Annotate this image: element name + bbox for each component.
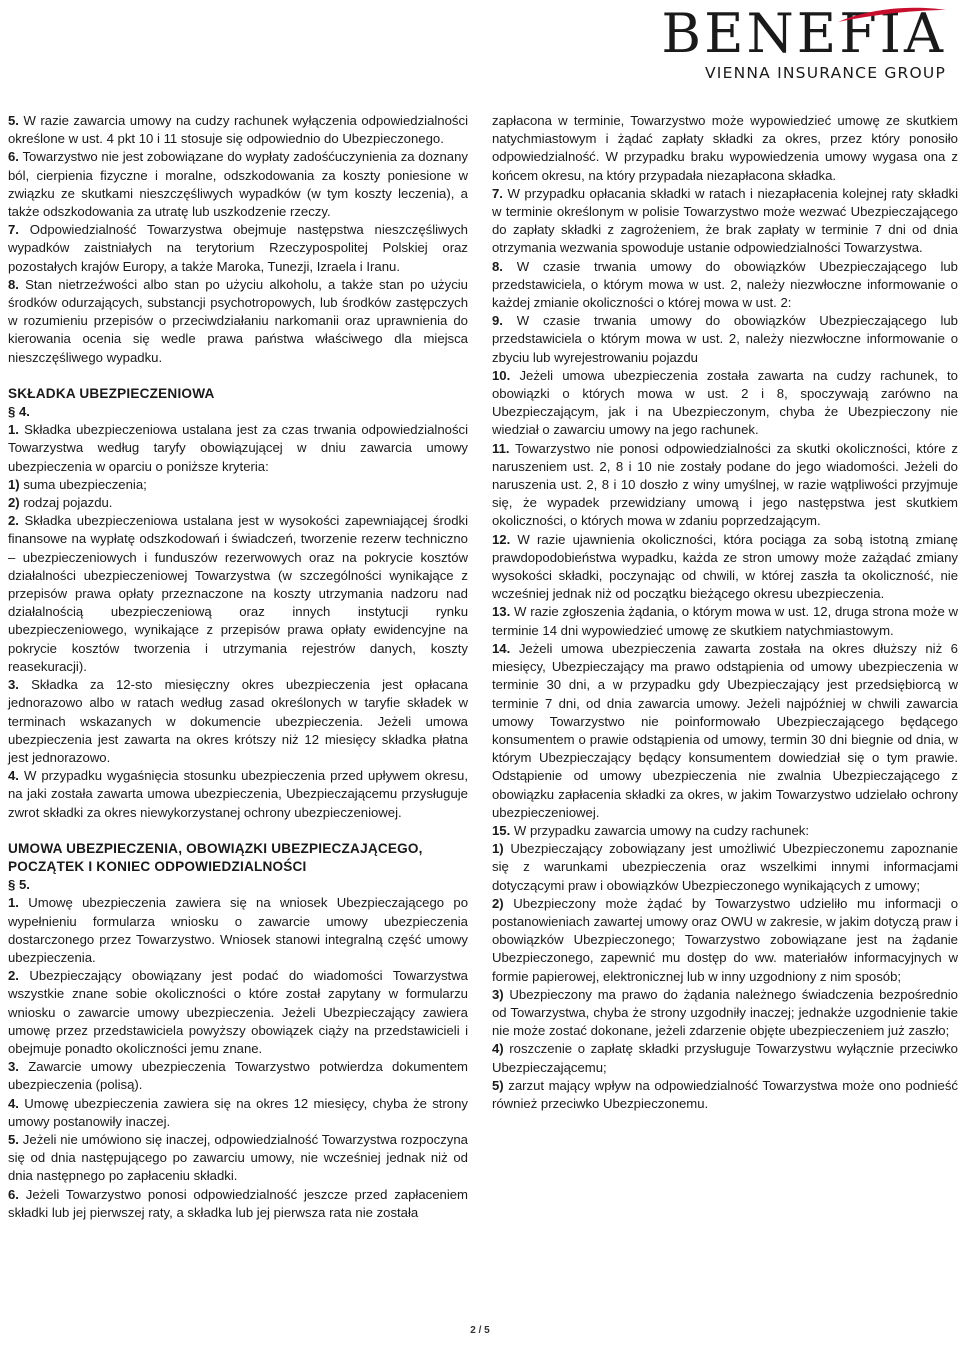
section-heading: SKŁADKA UBEZPIECZENIOWA [8, 385, 215, 401]
list-item: 2) rodzaj pojazdu. [8, 495, 113, 511]
list-item: 1) suma ubezpieczenia; [8, 476, 147, 492]
paragraph: 12. W razie ujawnienia okoliczności, która pociąga za sobą istotną zmianę prawdopodobieństwa wypadku, każda ze stron umowy może zażądać zmiany wysokości składki, poczynając od chwili, w której zaszła ta okoliczność, nie wcześniej jednak niż od początku bieżącego okresu ubezpieczenia. [492, 531, 958, 602]
paragraph: 7. Odpowiedzialność Towarzystwa obejmuje następstwa nieszczęśliwych wypadków zaistniałych na terytorium Rzeczypospolitej Polskiej oraz pozostałych krajów Europy, a także Maroka, Tunezji, Izraela i Iranu. [8, 222, 468, 274]
paragraph: 11. Towarzystwo nie ponosi odpowiedzialności za skutki okoliczności, które z naruszeniem ust. 2, 8 i 10 nie zostały podane do jego wiadomości. Jeżeli do naruszenia ust. 2, 8 i 10 doszło z winy umyślnej, w razie wątpliwości przyjmuje się, że wypadek przewidziany umową i jego następstwa jest skutkiem okoliczności, o których mowa w zdaniu poprzedzającym. [492, 440, 958, 529]
paragraph: 5. Jeżeli nie umówiono się inaczej, odpowiedzialność Towarzystwa rozpoczyna się od dnia następującego po zawarciu umowy, nie wcześniej jednak niż od dnia następnego po zapłaceniu składki. [8, 1131, 468, 1184]
paragraph: 4. W przypadku wygaśnięcia stosunku ubezpieczenia przed upływem okresu, na jaki została zawarta umowa ubezpieczenia, Ubezpieczającemu przysługuje zwrot składki za okres niewykorzystanej ochrony ubezpieczeniowej. [8, 768, 468, 820]
logo-wordmark: BENEFIA [661, 2, 946, 65]
paragraph: 14. Jeżeli umowa ubezpieczenia zawarta została na okres dłuższy niż 6 miesięcy, Ubezpieczający ma prawo odstąpienia od umowy ubezpieczenia w terminie 30 dni, a w przypadku gdy Ubezpieczający jest przedsiębiorcą w terminie 7 dni, od dnia zawarcia umowy. Jeżeli najpóźniej w chwili zawarcia umowy Towarzystwo nie poinformowało Ubezpieczającego będącego konsumentem o prawie odstąpienia od umowy, termin 30 dni biegnie od dnia, w którym Ubezpieczający będący konsumentem dowiedział się o tym prawie. Odstąpienie od umowy ubezpieczenia nie zwalnia Ubezpieczającego z obowiązku zapłacenia składki za okres, w jakim Towarzystwo udzielało ochrony ubezpieczeniowej. [492, 640, 958, 820]
right-column [492, 112, 958, 1113]
left-column [8, 112, 468, 1222]
benefia-logo [661, 2, 946, 82]
paragraph: 3. Składka za 12-sto miesięczny okres ubezpieczenia jest opłacana jednorazowo albo w ratach według zasad określonych w taryfie składek w terminach wskazanych w dokumencie ubezpieczenia. Jeżeli umowa ubezpieczenia jest zawarta na okres krótszy niż 12 miesięcy składka płatna jest jednorazowo. [8, 677, 468, 765]
section-heading: UMOWA UBEZPIECZENIA, OBOWIĄZKI UBEZPIECZAJĄCEGO, POCZĄTEK I KONIEC ODPOWIEDZIALNOŚCI [8, 840, 423, 874]
paragraph: 1. Składka ubezpieczeniowa ustalana jest za czas trwania odpowiedzialności Towarzystwa według taryfy obowiązującej w dniu zawarcia umowy ubezpieczenia w oparciu o poniższe kryteria: [8, 422, 468, 474]
list-item: 2) Ubezpieczony może żądać by Towarzystwo udzieliło mu informacji o postanowieniach zawartej umowy oraz OWU w zakresie, w jakim dotyczą praw i obowiązków Ubezpieczonego; Towarzystwo zobowiązane jest na żądanie Ubezpieczonego, zapewnić mu dostęp do ww. materiałów informacyjnych w formie papierowej, elektronicznej lub w inny uzgodniony z nim sposób; [492, 895, 958, 984]
list-item: 5) zarzut mający wpływ na odpowiedzialność Towarzystwa może ono podnieść również przeciwko Ubezpieczonemu. [492, 1077, 958, 1111]
section-number: § 4. [8, 404, 30, 420]
paragraph: 2. Składka ubezpieczeniowa ustalana jest w wysokości zapewniającej środki finansowe na wypłatę odszkodowań i świadczeń, tworzenie rezerw techniczno – ubezpieczeniowych i funduszów rezerwowych oraz na pokrycie kosztów działalności ubezpieczeniowej Towarzystwa (w szczególności wynikające z przepisów prawa opłaty przeznaczone na koszty utrzymania nadzoru nad działalnością ubezpieczeniową oraz innych instytucji rynku ubezpieczeniowego, wynikające z przepisów prawa opłaty ewidencyjne na pokrycie kosztów tworzenia i utrzymania rejestrów danych, koszty reasekuracji). [8, 513, 468, 674]
paragraph: 9. W czasie trwania umowy do obowiązków Ubezpieczającego lub przedstawiciela o którym mowa w ust. 2, należy niezwłoczne informowanie o zbyciu lub wyrejestrowaniu pojazdu [492, 313, 958, 365]
list-item: 1) Ubezpieczający zobowiązany jest umożliwić Ubezpieczonemu zapoznanie się z warunkami ubezpieczenia oraz wszelkimi innymi informacjami dotyczącymi praw i obowiązków Ubezpieczonego wynikających z umowy; [492, 841, 958, 893]
paragraph: 5. W razie zawarcia umowy na cudzy rachunek wyłączenia odpowiedzialności określone w ust. 4 pkt 10 i 11 stosuje się odpowiednio do Ubezpieczonego. [8, 113, 468, 147]
paragraph: 3. Zawarcie umowy ubezpieczenia Towarzystwo potwierdza dokumentem ubezpieczenia (polisą). [8, 1059, 468, 1093]
list-item: 3) Ubezpieczony ma prawo do żądania należnego świadczenia bezpośrednio od Towarzystwa, chyba że strony uzgodniły inaczej; jednakże uzgodnienie takie nie może zostać dokonane, jeżeli zdarzenie objęte ubezpieczeniem już zaszło; [492, 986, 958, 1039]
paragraph: 8. Stan nietrzeźwości albo stan po użyciu alkoholu, a także stan po użyciu środków odurzających, substancji psychotropowych, lub środków zastępczych w rozumieniu przepisów o przeciwdziałaniu narkomanii oraz uprawnienia do kierowania ocenia się wedle prawa państwa właściwego dla miejsca nieszczęśliwego wypadku. [8, 276, 468, 365]
paragraph: 1. Umowę ubezpieczenia zawiera się na wniosek Ubezpieczającego po wypełnieniu formularza wniosku o zawarcie umowy ubezpieczenia dostarczonego przez Towarzystwo. Wniosek stanowi integralną część umowy ubezpieczenia. [8, 895, 468, 965]
logo-swoosh-icon [830, 4, 950, 26]
paragraph: 4. Umowę ubezpieczenia zawiera się na okres 12 miesięcy, chyba że strony umowy postanowiły inaczej. [8, 1095, 468, 1129]
paragraph: 7. W przypadku opłacania składki w ratach i niezapłacenia kolejnej raty składki w terminie określonym w polisie Towarzystwo może wezwać Ubezpieczającego do zapłaty składki z zagrożeniem, że brak zapłaty w terminie 7 dni od dnia otrzymania wezwania spowoduje ustanie odpowiedzialności Towarzystwa. [492, 185, 958, 256]
paragraph: 13. W razie zgłoszenia żądania, o którym mowa w ust. 12, druga strona może w terminie 14 dni wypowiedzieć umowę ze skutkiem natychmiastowym. [492, 604, 958, 638]
paragraph: 6. Jeżeli Towarzystwo ponosi odpowiedzialność jeszcze przed zapłaceniem składki lub jej pierwszej raty, a składka lub jej pierwsza rata nie została [8, 1186, 468, 1220]
paragraph: zapłacona w terminie, Towarzystwo może wypowiedzieć umowę ze skutkiem natychmiastowym i żądać zapłaty składki za okres, przez który ponosiło odpowiedzialność. W przypadku braku wypowiedzenia umowy wygasa ona z końcem okresu, na który przypadała niezapłacona składka. [492, 113, 958, 183]
paragraph: 8. W czasie trwania umowy do obowiązków Ubezpieczającego lub przedstawiciela, o którym mowa w ust. 2, należy niezwłoczne informowanie o każdej zmianie okoliczności o której mowa w ust. 2: [492, 258, 958, 311]
list-item: 4) roszczenie o zapłatę składki przysługuje Towarzystwu wyłącznie przeciwko Ubezpieczającemu; [492, 1041, 958, 1075]
paragraph: 6. Towarzystwo nie jest zobowiązane do wypłaty zadośćuczynienia za doznany ból, cierpienia fizyczne i moralne, odszkodowania za koszty poniesione w związku ze skutkami nieszczęśliwych wypadków (w tym koszty leczenia), a także odszkodowania za utratę lub uszkodzenie rzeczy. [8, 149, 468, 220]
paragraph: 15. W przypadku zawarcia umowy na cudzy rachunek: [492, 822, 809, 838]
section-number: § 5. [8, 877, 30, 893]
paragraph: 10. Jeżeli umowa ubezpieczenia została zawarta na cudzy rachunek, to obowiązki o których mowa w ust. 2 i 8, spoczywają zarówno na Ubezpieczającym, jak i na Ubezpieczonym, chyba że Ubezpieczony nie wiedział o zawarciu umowy na jego rachunek. [492, 367, 958, 438]
paragraph: 2. Ubezpieczający obowiązany jest podać do wiadomości Towarzystwa wszystkie znane sobie okoliczności o które został zapytany w formularzu wniosku o zawarcie umowy ubezpieczenia. Jeżeli Ubezpieczający zawiera umowę przez przedstawiciela powyższy obowiązek ciąży na przedstawicieli i obejmuje ponadto okoliczności jemu znane. [8, 968, 468, 1056]
page-number: 2 / 5 [470, 1325, 490, 1336]
logo-tagline: VIENNA INSURANCE GROUP [705, 64, 946, 82]
